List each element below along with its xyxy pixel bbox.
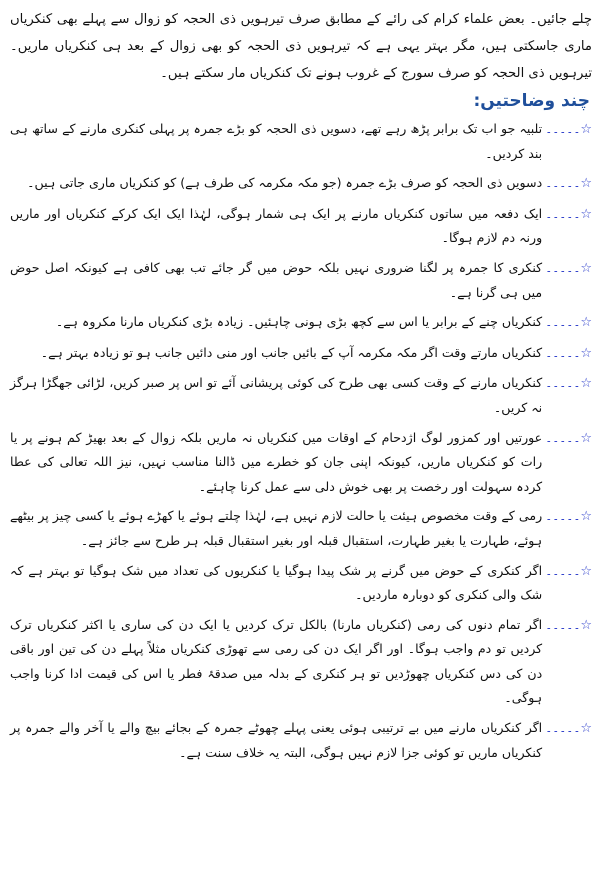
list-item [10,202,592,251]
list-item-text: عورتیں اور کمزور لوگ اژدحام کے اوقات میں کنکریاں نہ ماریں بلکہ زوال کے بعد بھیڑ کم ہونے پر یا رات کو کنکریاں ماریں، کیونکہ اپنی جان کو خطرے میں ڈالنا مناسب نہیں، نیز اللہ تعالی کی عطا کردہ سہولت اور رخصت پر بھی خوش دلی سے عمل کرنا چاہئے۔ [10,429,543,494]
list-item [10,559,592,608]
list-item-text: کنکری کا جمرہ پر لگنا ضروری نہیں بلکہ حوض میں گر جائے تب بھی کافی ہے کیونکہ اصل حوض میں ہی گرنا ہے۔ [10,259,543,300]
list-item-text: ایک دفعہ میں ساتوں کنکریاں مارنے پر ایک ہی شمار ہوگی، لہٰذا ایک ایک کرکے کنکریاں اور ماریں ورنہ دم لازم ہوگا۔ [10,205,543,246]
star-bullet-icon: ☆۔۔۔۔۔ [545,315,592,331]
list-item [10,613,592,711]
list-item-text: کنکریاں مارنے کے وقت کسی بھی طرح کی کوئی پریشانی آئے تو اس پر صبر کریں، لڑائی جھگڑا ہرگز نہ کریں۔ [10,375,543,415]
list-item-text: اگر تمام دنوں کی رمی (کنکریاں مارنا) بالکل ترک کردیں یا ایک دن کی ساری یا اکثر کنکریاں ترک کردیں تو دم واجب ہوگا۔ اور اگر ایک دن کی رمی سے تھوڑی کنکریاں مثلاً پہلے دن کی تین اور باقی دن کی دس کنکریاں چھوڑدیں تو ہر کنکری کے بدلہ میں صدقۂ فطر یا اس کی قیمت ادا کرنا واجب ہوگی۔ [10,616,543,706]
list-item-text: دسویں ذی الحجہ کو صرف بڑے جمرہ (جو مکہ مکرمہ کی طرف ہے) کو کنکریاں ماری جاتی ہیں۔ [27,175,543,191]
star-bullet-icon: ☆۔۔۔۔۔ [545,617,592,633]
list-item-text: اگر کنکریاں مارنے میں بے ترتیبی ہوئی یعنی پہلے چھوٹے جمرہ کے بجائے بیچ والے یا آخر والے جمرہ پر کنکریاں ماریں تو کوئی جزا لازم نہیں ہوگی، البتہ یہ خلاف سنت ہے۔ [10,720,543,760]
list-item [10,426,592,500]
star-bullet-icon: ☆۔۔۔۔۔ [545,430,592,446]
list-item-text: اگر کنکری کے حوض میں گرنے پر شک پیدا ہوگیا یا کنکریوں کی تعداد میں شک ہوگیا تو بہتر ہے کہ شک والی کنکری کو دوبارہ ماردیں۔ [10,562,543,603]
star-bullet-icon: ☆۔۔۔۔۔ [545,563,592,579]
list-item [10,117,592,166]
star-bullet-icon: ☆۔۔۔۔۔ [545,721,592,737]
list-item [10,341,592,367]
list-item [10,310,592,336]
star-bullet-icon: ☆۔۔۔۔۔ [545,122,592,137]
list-item-text: تلبیہ جو اب تک برابر پڑھ رہے تھے، دسویں ذی الحجہ کو بڑے جمرہ پر پہلی کنکری مارنے کے ساتھ ہی بند کردیں۔ [10,121,543,161]
star-bullet-icon: ☆۔۔۔۔۔ [545,260,592,276]
section-heading: چند وضاحتیں: [473,91,590,111]
list-item-text: رمی کے وقت مخصوص ہیئت یا حالت لازم نہیں ہے، لہٰذا چلتے ہوئے یا کھڑے ہوئے یا کسی چیز پر بیٹھے ہوئے، طہارت یا بغیر طہارت، استقبال قبلہ اور بغیر استقبال قبلہ ہر طرح سے جائز ہے۔ [10,508,543,548]
list-item [10,256,592,305]
star-bullet-icon: ☆۔۔۔۔۔ [545,376,592,392]
list-item [10,171,592,197]
list-item [10,371,592,420]
star-bullet-icon: ☆۔۔۔۔۔ [545,206,592,222]
list-item [10,716,592,765]
star-bullet-icon: ☆۔۔۔۔۔ [545,509,592,525]
intro-paragraph: چلے جائیں۔ بعض علماء کرام کی رائے کے مطابق صرف تیرہویں ذی الحجہ کو زوال سے پہلے بھی کنکریاں ماری جاسکتی ہیں، مگر بہتر یہی ہے کہ تیرہویں ذی الحجہ کو بھی زوال کے بعد ہی کنکریاں ماریں۔ تیرہویں ذی الحجہ کو صرف سورج کے غروب ہونے تک کنکریاں مار سکتے ہیں۔ [10,12,592,81]
star-bullet-icon: ☆۔۔۔۔۔ [545,176,592,192]
list-item-text: کنکریاں مارتے وقت اگر مکہ مکرمہ آپ کے بائیں جانب اور منی دائیں جانب ہو تو زیادہ بہتر ہے۔ [40,344,543,360]
star-bullet-icon: ☆۔۔۔۔۔ [545,345,592,361]
list-item-text: کنکریاں چنے کے برابر یا اس سے کچھ بڑی ہونی چاہئیں۔ زیادہ بڑی کنکریاں مارنا مکروہ ہے۔ [55,314,543,330]
clarification-list [10,117,592,765]
list-item [10,504,592,553]
